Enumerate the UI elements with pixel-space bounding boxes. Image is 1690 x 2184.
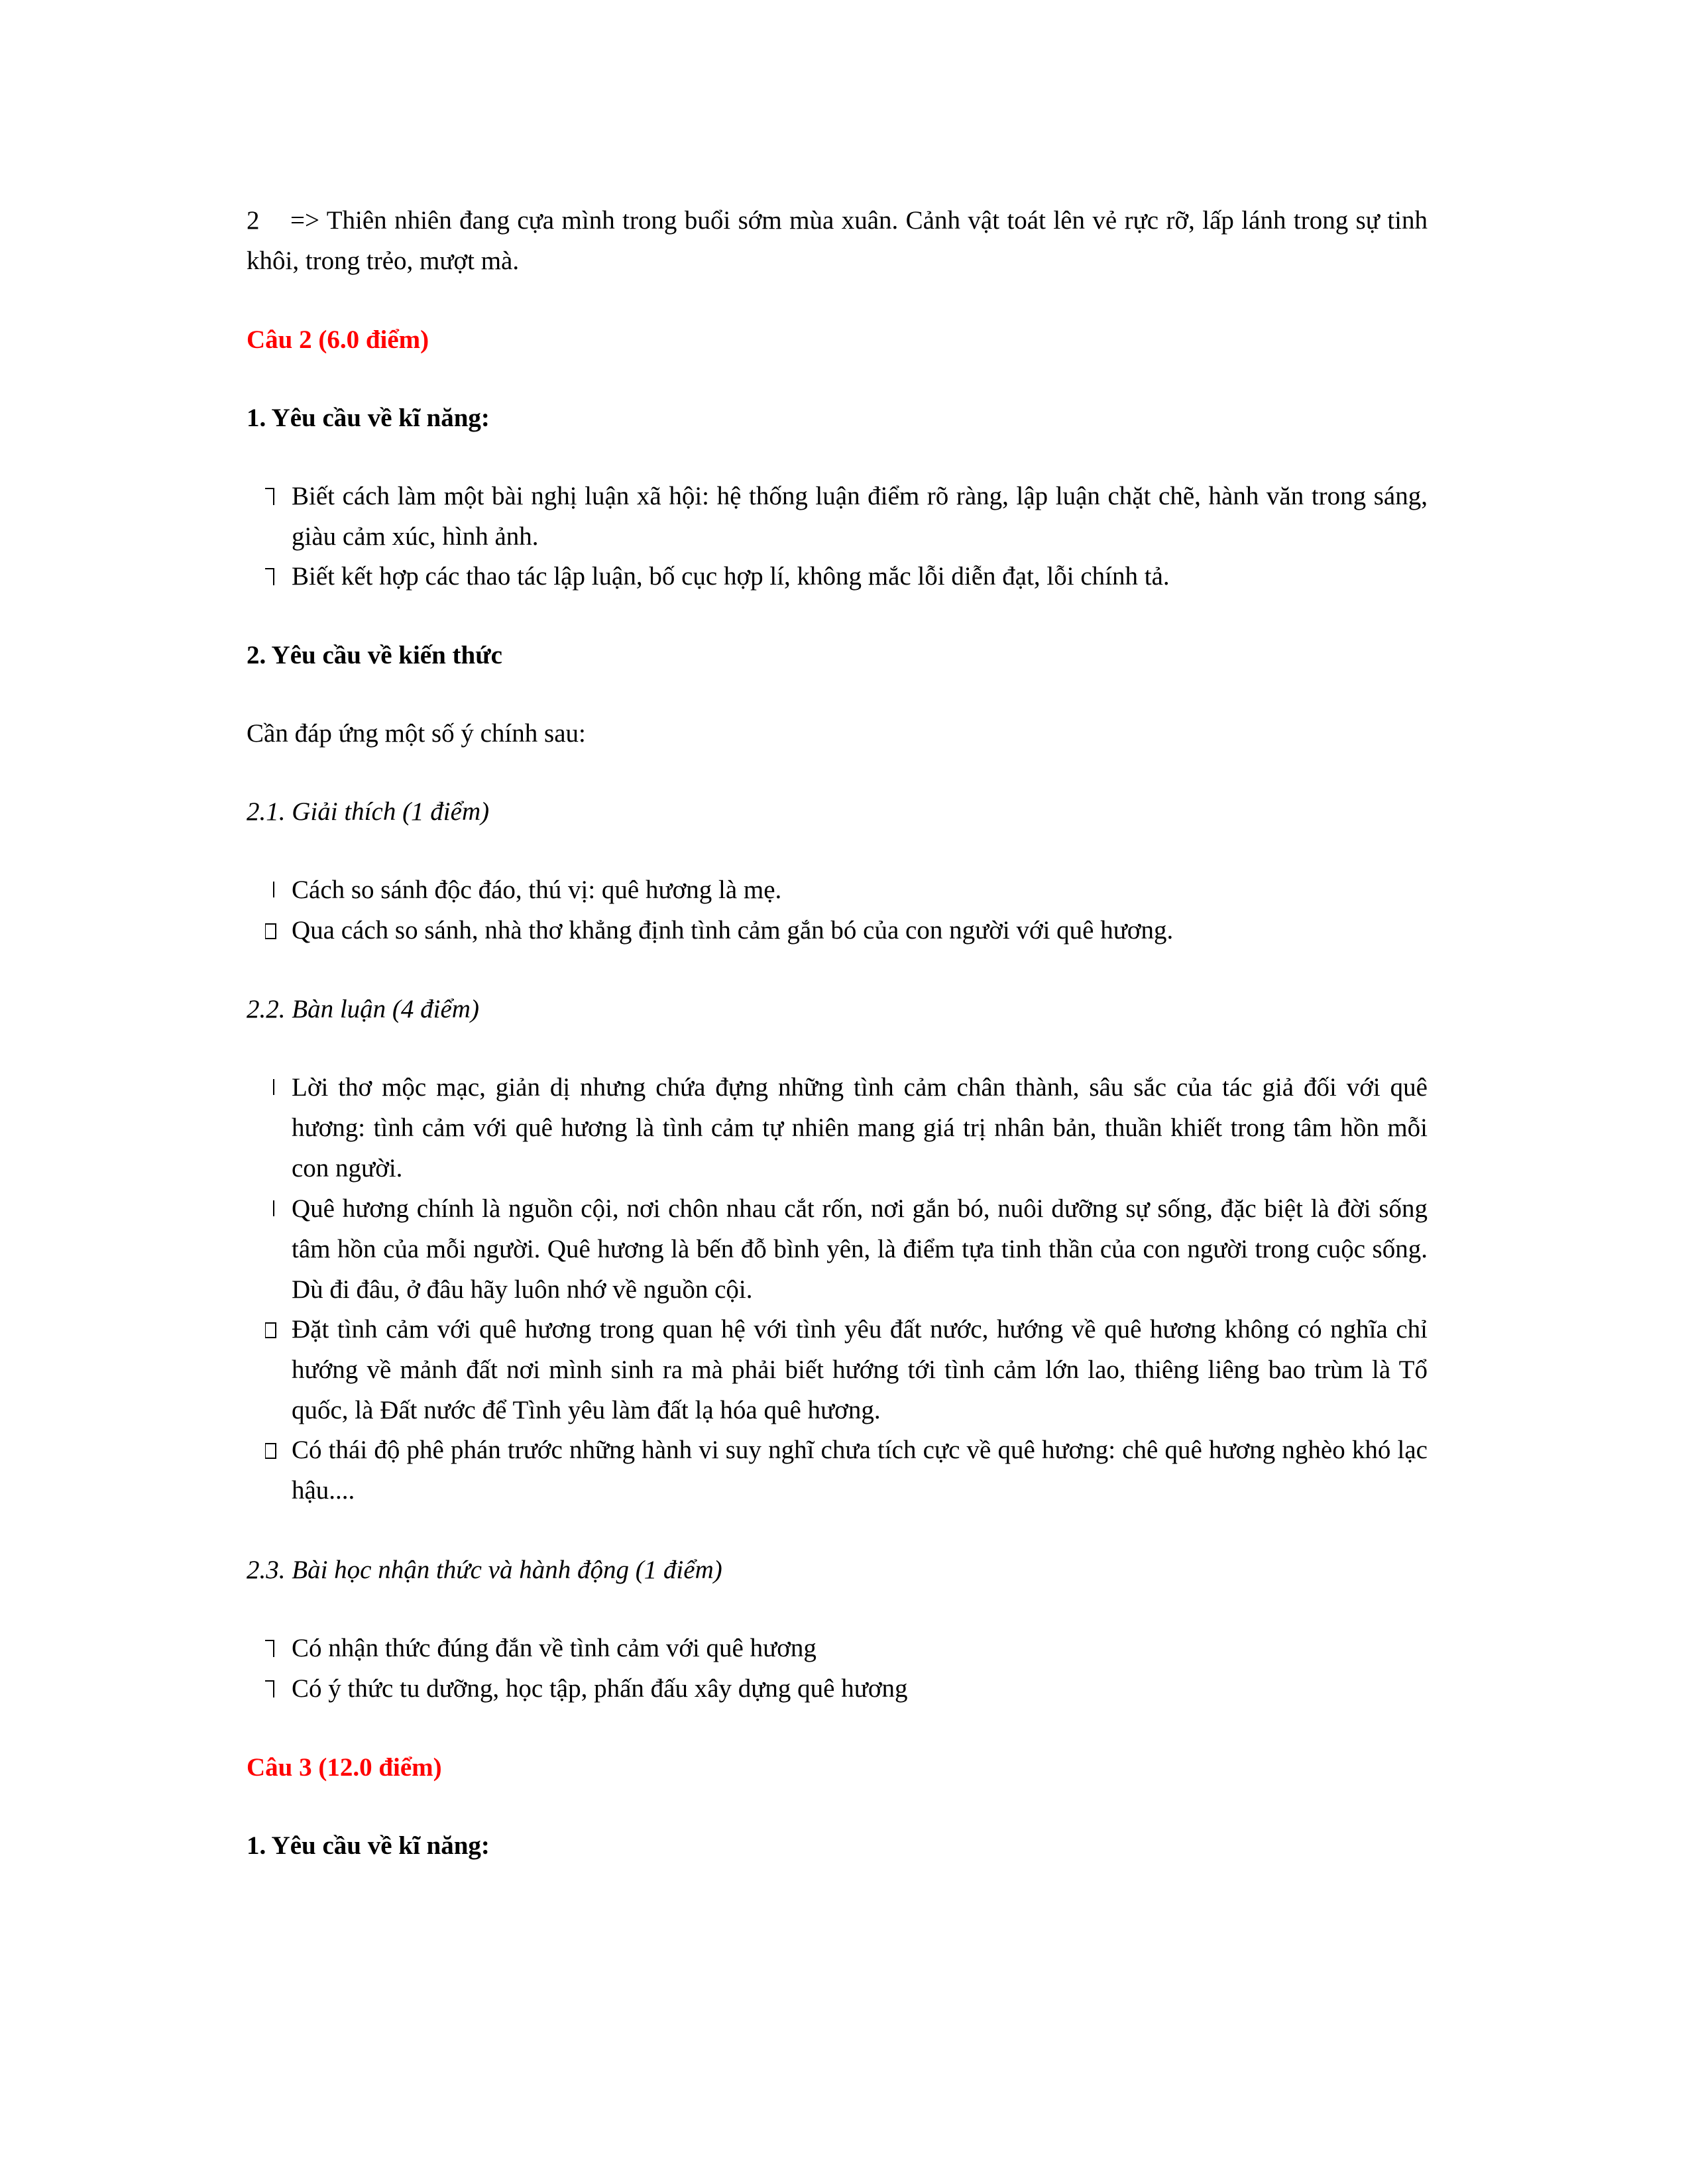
discuss-item-text: Có thái độ phê phán trước những hành vi suy nghĩ chưa tích cực về quê hương: chê quê hương nghèo khó lạc hậu....	[292, 1436, 1428, 1505]
skill-item-text: Biết kết hợp các thao tác lập luận, bố cục hợp lí, không mắc lỗi diễn đạt, lỗi chính tả.	[292, 562, 1170, 591]
section-2-1-heading: 2.1. Giải thích (1 điểm)	[247, 797, 490, 826]
bullet-icon	[265, 1443, 276, 1459]
skill-item-1	[292, 476, 1428, 557]
bullet-icon	[265, 1079, 274, 1095]
discuss-item-1	[292, 1067, 1428, 1188]
bullet-icon	[265, 1680, 274, 1697]
section-2-2-heading: 2.2. Bàn luận (4 điểm)	[247, 995, 479, 1023]
discuss-item-2	[292, 1188, 1428, 1310]
cau2-skills-heading: 1. Yêu cầu về kĩ năng:	[247, 404, 490, 432]
explain-item-text: Cách so sánh độc đáo, thú vị: quê hương là mẹ.	[292, 876, 782, 904]
cau2-heading: Câu 2 (6.0 điểm)	[247, 325, 429, 354]
bullet-icon	[265, 1640, 274, 1657]
lesson-item-2	[292, 1668, 1428, 1709]
lesson-item-1	[292, 1628, 1428, 1668]
cau2-knowledge-heading: 2. Yêu cầu về kiến thức	[247, 641, 502, 669]
skill-item-2	[292, 556, 1428, 597]
bullet-icon	[265, 488, 274, 505]
explain-item-2	[292, 910, 1428, 950]
section-2-3-heading: 2.3. Bài học nhận thức và hành động (1 điểm)	[247, 1556, 722, 1584]
intro-paragraph	[247, 200, 1428, 281]
bullet-icon	[265, 1322, 276, 1338]
skill-item-text: Biết cách làm một bài nghị luận xã hội: hệ thống luận điểm rõ ràng, lập luận chặt chẽ, hành văn trong sáng, giàu cảm xúc, hình ảnh.	[292, 482, 1428, 551]
explain-item-1	[292, 870, 1428, 910]
cau3-heading: Câu 3 (12.0 điểm)	[247, 1753, 442, 1782]
discuss-item-text: Đặt tình cảm với quê hương trong quan hệ với tình yêu đất nước, hướng về quê hương không có nghĩa chỉ hướng về mảnh đất nơi mình sinh ra mà phải biết hướng tới tình cảm lớn lao, thiêng liêng bao trùm là Tổ quốc, là Đất nước để Tình yêu làm đất lạ hóa quê hương.	[292, 1315, 1428, 1424]
lesson-item-text: Có ý thức tu dưỡng, học tập, phấn đấu xây dựng quê hương	[292, 1674, 908, 1703]
bullet-icon	[265, 923, 276, 939]
bullet-icon	[265, 882, 274, 897]
explain-item-text: Qua cách so sánh, nhà thơ khẳng định tình cảm gắn bó của con người với quê hương.	[292, 916, 1174, 945]
bullet-icon	[265, 568, 274, 585]
discuss-item-3	[292, 1309, 1428, 1430]
discuss-item-4	[292, 1430, 1428, 1511]
knowledge-intro: Cần đáp ứng một số ý chính sau:	[247, 719, 586, 748]
discuss-item-text: Lời thơ mộc mạc, giản dị nhưng chứa đựng những tình cảm chân thành, sâu sắc của tác giả đối với quê hương: tình cảm với quê hương là tình cảm tự nhiên mang giá trị nhân bản, thuần khiết trong tâm hồn mỗi con người.	[292, 1073, 1428, 1182]
bullet-icon	[265, 1200, 274, 1216]
discuss-item-text: Quê hương chính là nguồn cội, nơi chôn nhau cắt rốn, nơi gắn bó, nuôi dưỡng sự sống, đặc biệt là đời sống tâm hồn của mỗi người. Quê hương là bến đỗ bình yên, là điểm tựa tinh thần của con người trong cuộc sống. Dù đi đâu, ở đâu hãy luôn nhớ về nguồn cội.	[292, 1194, 1428, 1304]
cau3-skills-heading: 1. Yêu cầu về kĩ năng:	[247, 1831, 490, 1860]
paragraph-number: 2	[247, 206, 260, 235]
paragraph-text: => Thiên nhiên đang cựa mình trong buổi sớm mùa xuân. Cảnh vật toát lên vẻ rực rỡ, lấp lánh trong sự tinh khôi, trong trẻo, mượt mà.	[247, 206, 1428, 275]
lesson-item-text: Có nhận thức đúng đắn về tình cảm với quê hương	[292, 1634, 817, 1662]
